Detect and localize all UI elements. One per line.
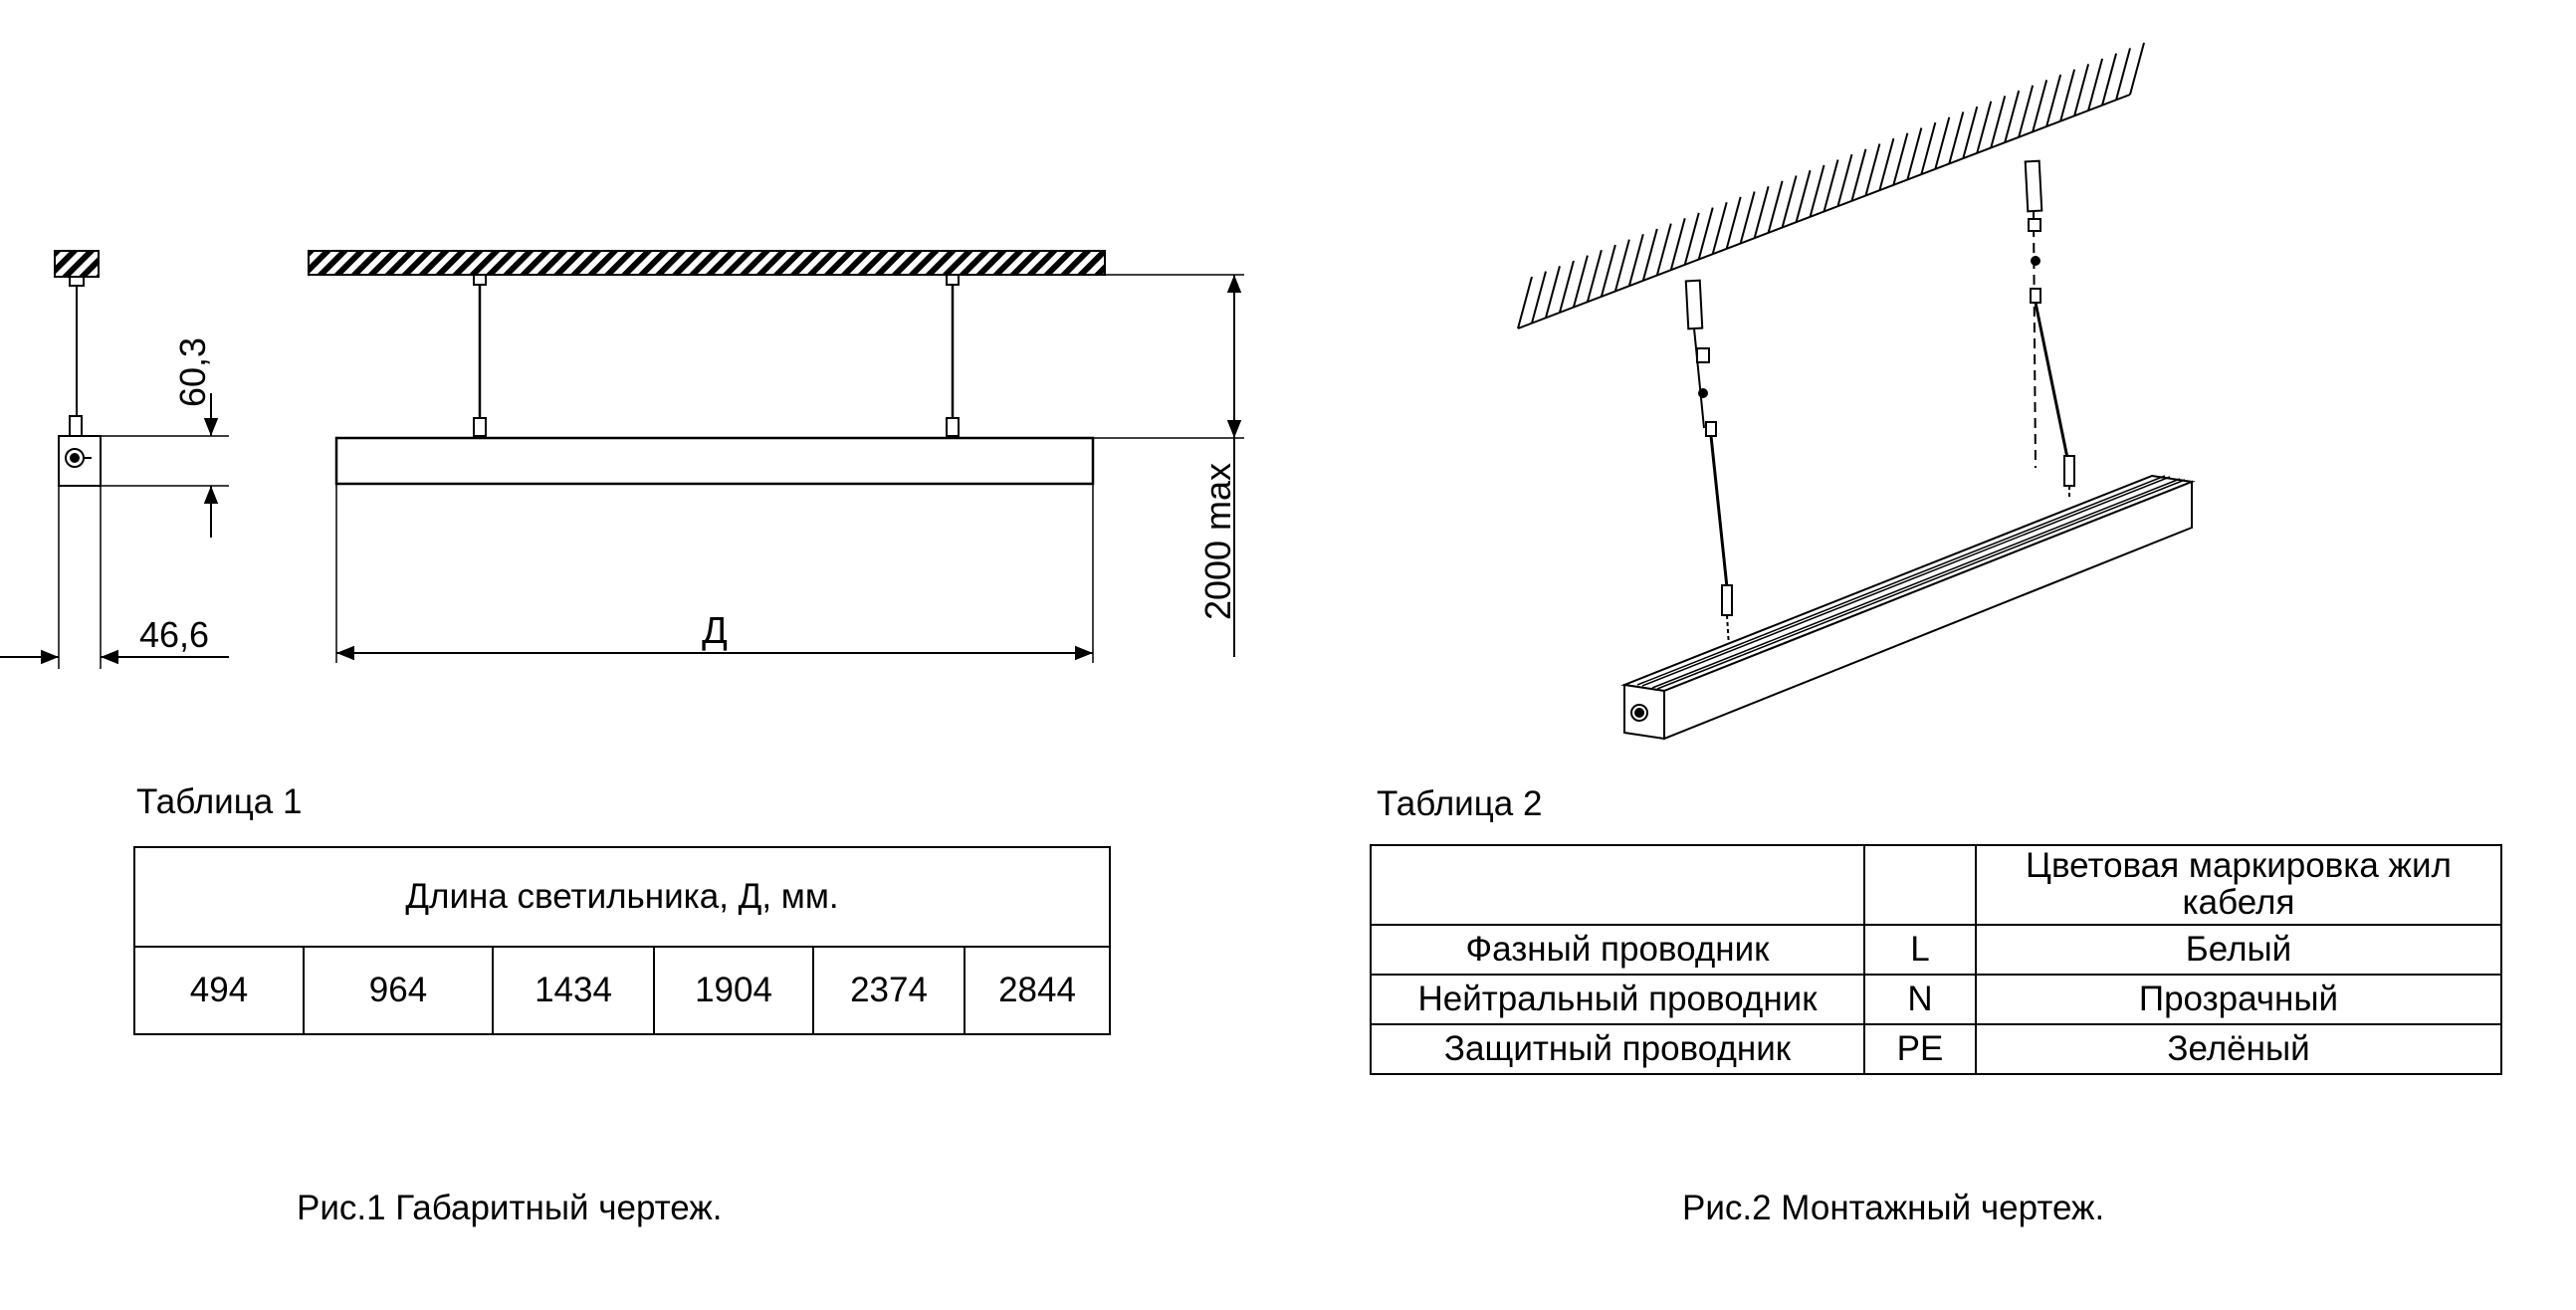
- hatch-tick: [1755, 186, 1769, 238]
- hatch-tick: [1727, 197, 1741, 249]
- table-row: [1371, 975, 2501, 1024]
- hatch-tick: [1629, 234, 1643, 286]
- table-row: [1371, 925, 2501, 975]
- hatch-tick: [1532, 272, 1546, 324]
- front-view: [309, 251, 1244, 663]
- hatch-tick: [2088, 59, 2102, 110]
- hatch-tick: [1907, 127, 1921, 179]
- hatch-tick: [1769, 181, 1783, 233]
- hatch-tick: [1685, 213, 1699, 265]
- table1-title: Таблица 1: [136, 782, 303, 821]
- conductor-name: Нейтральный проводник: [1371, 975, 1864, 1024]
- hatch-tick: [2116, 48, 2130, 100]
- hatch-tick: [1574, 256, 1588, 308]
- hatch-tick: [2005, 91, 2019, 142]
- table-row: [134, 947, 1110, 1034]
- hatch-tick: [1657, 224, 1671, 276]
- conductor-code: N: [1864, 975, 1976, 1024]
- hatch-tick: [1797, 170, 1811, 222]
- side-view: [0, 251, 229, 669]
- hatch-tick: [1977, 102, 1991, 153]
- table-row: [1371, 1024, 2501, 1074]
- length-cell: 1434: [493, 947, 654, 1034]
- length-cell: 494: [134, 947, 304, 1034]
- dim-width-label: 46,6: [138, 614, 210, 655]
- conductor-name: Защитный проводник: [1371, 1024, 1864, 1074]
- length-table: [133, 846, 1111, 1035]
- hatch-tick: [1921, 122, 1935, 174]
- hatch-tick: [1602, 245, 1615, 297]
- conductor-name: Фазный проводник: [1371, 925, 1864, 975]
- hatch-tick: [1713, 202, 1727, 254]
- luminaire-body: [336, 438, 1093, 484]
- hatch-tick: [2074, 64, 2088, 115]
- hatch-tick: [2033, 80, 2046, 131]
- hatch-tick: [1879, 138, 1893, 190]
- hatch-tick: [1949, 111, 1963, 163]
- hatch-tick: [2019, 86, 2033, 137]
- mounting-view: [1518, 43, 2192, 739]
- hatch-tick: [1588, 250, 1602, 302]
- hatch-tick: [1851, 149, 1865, 201]
- hatch-tick: [1615, 240, 1629, 292]
- length-cell: 2844: [965, 947, 1110, 1034]
- length-cell: 1904: [654, 947, 813, 1034]
- conductor-code: L: [1864, 925, 1976, 975]
- hatch-tick: [2130, 43, 2144, 95]
- fig1-caption: Рис.1 Габаритный чертеж.: [297, 1189, 723, 1227]
- conductor-color: Прозрачный: [1976, 975, 2501, 1024]
- dim-suspension-label: 2000 max: [1197, 462, 1238, 621]
- conductor-color: Зелёный: [1976, 1024, 2501, 1074]
- table2-header-cell: [1864, 845, 1976, 925]
- dim-length-label: Д: [702, 610, 728, 652]
- hatch-tick: [1518, 277, 1532, 328]
- hatch-tick: [1643, 229, 1657, 281]
- table2-header-cell: [1371, 845, 1864, 925]
- wire-color-table: [1370, 844, 2502, 1075]
- hatch-tick: [1893, 133, 1907, 185]
- table2-header-cell: Цветовая маркировка жил кабеля: [1976, 845, 2501, 925]
- hatch-tick: [1783, 176, 1797, 228]
- conductor-code: PE: [1864, 1024, 1976, 1074]
- hatch-tick: [2046, 75, 2060, 126]
- hatch-tick: [1865, 143, 1879, 195]
- hatch-tick: [1699, 208, 1713, 260]
- luminaire-side-face: [1664, 482, 2192, 739]
- length-cell: 2374: [813, 947, 965, 1034]
- hatch-tick: [1963, 107, 1977, 158]
- length-cell: 964: [304, 947, 493, 1034]
- table1-header: Длина светильника, Д, мм.: [134, 847, 1110, 947]
- fig2-caption: Рис.2 Монтажный чертеж.: [1682, 1189, 2105, 1227]
- conductor-color: Белый: [1976, 925, 2501, 975]
- table-row: [134, 847, 1110, 947]
- dim-height-label: 60,3: [172, 336, 213, 408]
- ceiling-hatch: [309, 251, 1105, 275]
- hatch-tick: [1837, 154, 1851, 206]
- hatch-tick: [2102, 54, 2116, 106]
- hatch-tick: [1991, 96, 2005, 147]
- hatch-tick: [1741, 192, 1755, 244]
- hatch-tick: [2060, 70, 2074, 121]
- hatch-tick: [1811, 165, 1825, 217]
- ceiling-hatch-ticks: [1518, 43, 2144, 328]
- hatch-tick: [1825, 160, 1838, 212]
- table2-title: Таблица 2: [1377, 784, 1543, 823]
- hatch-tick: [1671, 218, 1685, 270]
- side-ceiling-mount: [55, 251, 99, 277]
- table-row: [1371, 845, 2501, 925]
- hatch-tick: [1546, 266, 1560, 318]
- hatch-tick: [1935, 117, 1949, 169]
- hatch-tick: [1560, 261, 1574, 313]
